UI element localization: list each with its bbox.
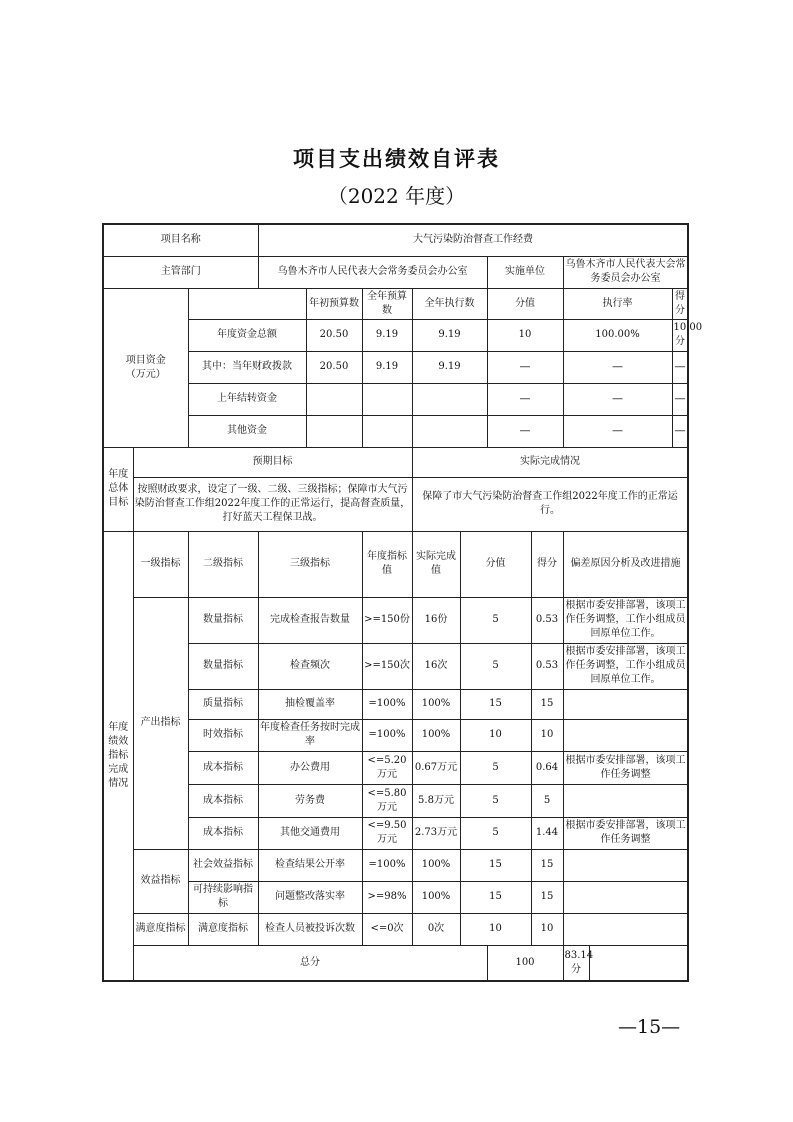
indicator-row: 满意度指标 满意度指标 检查人员被投诉次数 <=0次 0次 10 10 bbox=[103, 913, 688, 945]
funds-row: 上年结转资金 — — — bbox=[103, 383, 688, 415]
total-row bbox=[103, 945, 688, 981]
funds-col-header: 全年执行数 bbox=[412, 288, 487, 319]
indicator-row: 成本指标 办公费用 <=5.20万元 0.67万元 5 0.64 根据市委安排部署，该项工作任务调整 bbox=[103, 751, 688, 784]
funds-col-header: 全年预算数 bbox=[362, 288, 412, 319]
ind-col-header: 二级指标 bbox=[188, 531, 258, 597]
ind-col-header: 分值 bbox=[460, 531, 531, 597]
total-blank bbox=[589, 945, 688, 981]
actual-goal: 保障了市大气污染防治督查工作组2022年度工作的正常运行。 bbox=[412, 477, 688, 531]
evaluation-table bbox=[102, 223, 703, 982]
funds-row: 其中：当年财政拨款 20.50 9.19 9.19 — — — bbox=[103, 351, 688, 383]
ind-col-header: 三级指标 bbox=[258, 531, 362, 597]
funds-col-header: 得分 bbox=[672, 288, 688, 319]
project-name: 大气污染防治督查工作经费 bbox=[258, 224, 688, 256]
ind-col-header: 偏差原因分析及改进措施 bbox=[563, 531, 688, 597]
level1-benefit: 效益指标 bbox=[133, 849, 188, 913]
ind-col-header: 年度指标值 bbox=[362, 531, 412, 597]
dept-label: 主管部门 bbox=[103, 256, 258, 288]
indicator-row: 成本指标 其他交通费用 <=9.50万元 2.73万元 5 1.44 根据市委安排部署，该项工作任务调整 bbox=[103, 817, 688, 849]
impl-label: 实施单位 bbox=[487, 256, 563, 288]
total-max: 100 bbox=[487, 945, 563, 981]
funds-col-header: 执行率 bbox=[563, 288, 672, 319]
funds-row: 其他资金 — — — bbox=[103, 415, 688, 447]
indicator-row: 成本指标 劳务费 <=5.80万元 5.8万元 5 5 bbox=[103, 784, 688, 817]
expected-header: 预期目标 bbox=[133, 447, 412, 477]
page-number: —15— bbox=[618, 1016, 681, 1038]
page-subtitle: （2022 年度） bbox=[327, 184, 466, 208]
goals-section-label: 年度总体目标 bbox=[103, 447, 133, 531]
indicator-row: 数量指标 检查频次 >=150次 16次 5 0.53 根据市委安排部署，该项工作任务调整，工作小组成员回原单位工作。 bbox=[103, 643, 688, 689]
indicator-row: 时效指标 年度检查任务按时完成率 =100% 100% 10 10 bbox=[103, 719, 688, 751]
ind-col-header: 得分 bbox=[531, 531, 563, 597]
total-label: 总分 bbox=[133, 945, 487, 981]
project-name-label: 项目名称 bbox=[103, 224, 258, 256]
indicator-row: 产出指标 数量指标 完成检查报告数量 >=150份 16份 5 0.53 根据市委安排部署，该项工作任务调整，工作小组成员回原单位工作。 bbox=[103, 597, 688, 643]
page-title: 项目支出绩效自评表 bbox=[293, 146, 500, 171]
dept-value: 乌鲁木齐市人民代表大会常务委员会办公室 bbox=[258, 256, 487, 288]
funds-section-label: 项目资金 （万元） bbox=[103, 288, 188, 447]
funds-blank-header bbox=[188, 288, 306, 319]
funds-row: 年度资金总额 20.50 9.19 9.19 10 100.00% 10.00分 bbox=[103, 319, 688, 351]
expected-goal: 按照财政要求，设定了一级、二级、三级指标；保障市大气污染防治督查工作组2022年度工作的正常运行，提高督查质量，打好蓝天工程保卫战。 bbox=[133, 477, 412, 531]
funds-col-header: 分值 bbox=[487, 288, 563, 319]
level1-output: 产出指标 bbox=[133, 597, 188, 849]
indicator-row: 可持续影响指标 问题整改落实率 >=98% 100% 15 15 bbox=[103, 881, 688, 913]
impl-value: 乌鲁木齐市人民代表大会常务委员会办公室 bbox=[563, 256, 688, 288]
indicator-row: 效益指标 社会效益指标 检查结果公开率 =100% 100% 15 15 bbox=[103, 849, 688, 881]
funds-col-header: 年初预算数 bbox=[306, 288, 362, 319]
ind-col-header: 一级指标 bbox=[133, 531, 188, 597]
level1-satisfaction: 满意度指标 bbox=[133, 913, 188, 945]
actual-header: 实际完成情况 bbox=[412, 447, 688, 477]
indicator-row: 质量指标 抽检覆盖率 =100% 100% 15 15 bbox=[103, 689, 688, 719]
total-score: 83.14分 bbox=[563, 945, 589, 981]
indicators-section-label: 年度绩效指标完成情况 bbox=[103, 531, 133, 981]
ind-col-header: 实际完成值 bbox=[412, 531, 460, 597]
